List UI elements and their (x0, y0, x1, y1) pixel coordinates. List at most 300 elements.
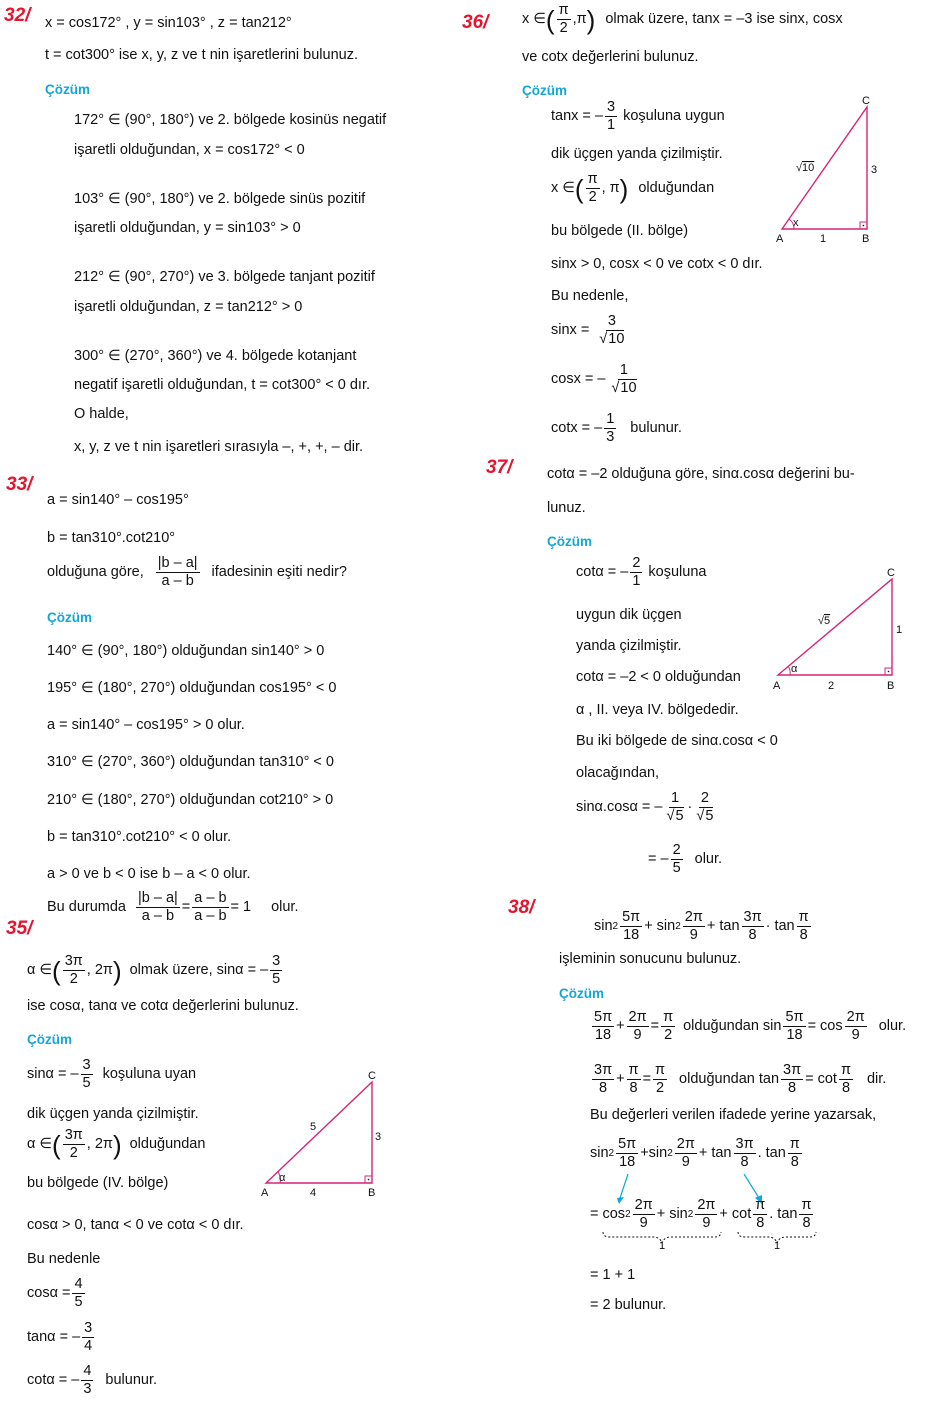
frac-num: |b – a| (136, 891, 180, 908)
text: · tan (765, 918, 795, 935)
frac-den: 18 (619, 1154, 636, 1171)
text: olur. (271, 899, 299, 916)
hyp-radicand: 5 (824, 615, 831, 627)
p36-solution-line: sinx > 0, cosx < 0 ve cotx < 0 dır. (551, 256, 763, 272)
p32-solution-line: 300° ∈ (270°, 360°) ve 4. bölgede kotanjant (74, 348, 357, 364)
text: . tan (769, 1206, 798, 1223)
p33-solution-line: 195° ∈ (180°, 270°) olduğundan cos195° < 0 (47, 680, 337, 696)
frac-num: 3 (605, 100, 617, 117)
p37-question-line2: lunuz. (547, 500, 586, 516)
frac-den: 9 (633, 1027, 642, 1044)
frac-den: 5 (74, 1294, 83, 1311)
text: olur. (694, 851, 723, 868)
p37-solution-label: Çözüm (547, 534, 592, 549)
frac-den: 9 (851, 1027, 860, 1044)
p32-solution-line: 212° ∈ (90°, 270°) ve 3. bölgede tanjant pozitif (74, 269, 375, 285)
frac-num: π (797, 910, 811, 927)
frac-den: a – b (161, 573, 194, 590)
frac-num: 2π (633, 1198, 655, 1215)
frac-num: 1 (604, 412, 616, 429)
p36-solution-line: bu bölgede (II. bölge) (551, 223, 689, 239)
p37-solution-line: olacağından, (576, 765, 660, 781)
p38-solution-line1: $\frac{5\pi}{18}$ + $\frac{2\pi}{9}$ = $\frac{\pi}{2}$ olduğundan sin $\frac{5\pi}{18}$ = cos $\frac{2\pi}{9}$ olur. (594, 1009, 907, 1044)
p33-solution-final (47, 891, 299, 924)
fraction (597, 314, 626, 347)
radicand: 10 (608, 331, 625, 348)
fraction (753, 1198, 767, 1231)
text: bulunur. (630, 420, 682, 437)
frac-den: 8 (599, 1080, 608, 1097)
frac-den: 5 (272, 971, 281, 988)
fraction (63, 1128, 85, 1161)
fraction (605, 100, 617, 133)
frac-num: 3π (63, 954, 85, 971)
frac-den: a – b (194, 908, 227, 925)
frac-num: π (627, 1063, 641, 1080)
p38-solution-label: Çözüm (559, 986, 604, 1001)
text: olduğundan (638, 180, 715, 197)
frac-num: 3π (734, 1137, 756, 1154)
p36-solution-line: dik üçgen yanda çizilmiştir. (551, 146, 723, 162)
p37-solution-line: α , II. veya IV. bölgededir. (576, 702, 739, 718)
frac-num: 3π (63, 1128, 85, 1145)
p36-solution-line: Bu nedenle, (551, 288, 629, 304)
p33-solution-line: 210° ∈ (180°, 270°) olduğundan cot210° > 0 (47, 792, 334, 808)
p32-solution-line: 103° ∈ (90°, 180°) ve 2. bölgede sinüs pozitif (74, 191, 366, 207)
frac-den: 1 (607, 117, 616, 134)
p32-question-line2: t = cot300° ise x, y, z ve t nin işaretlerini bulunuz. (45, 47, 359, 63)
p33-solution-line: 310° ∈ (270°, 360°) olduğundan tan310° < 0 (47, 754, 334, 770)
problem-number-37: 37/ (486, 457, 513, 478)
hypotenuse-label: √10 (796, 162, 815, 174)
p38-solution-line6: = 1 + 1 (590, 1267, 636, 1283)
right-angle-dot (863, 225, 865, 227)
frac-num: 2π (675, 1137, 697, 1154)
hypotenuse-label: √5 (818, 615, 831, 627)
fraction (136, 891, 180, 924)
right-angle-dot (888, 671, 890, 673)
fraction (799, 1198, 813, 1231)
dot: · (687, 799, 693, 816)
frac-den: 5 (82, 1075, 91, 1092)
problem-number-33: 33/ (6, 474, 33, 495)
text: cotα = – (576, 564, 629, 581)
p33-q3-text: olduğuna göre, (47, 564, 144, 581)
p35-solution-line: Bu nedenle (27, 1251, 101, 1267)
fraction (630, 556, 642, 589)
text: cosx = – (551, 371, 606, 388)
fraction (81, 1058, 93, 1091)
p35-triangle-diagram (258, 1072, 388, 1202)
angle-label: x (793, 217, 799, 229)
p32-solution-line: işaretli olduğundan, y = sin103° > 0 (74, 220, 301, 236)
frac-num: 5π (592, 1010, 614, 1027)
fraction (734, 1137, 756, 1170)
text: + tan (706, 918, 740, 935)
fraction (675, 1137, 697, 1170)
p38-solution-line4 (590, 1137, 804, 1170)
text: , 2π (86, 1136, 113, 1153)
p35-solution-line (27, 1128, 205, 1161)
frac-den: 9 (689, 927, 698, 944)
vertex-b-label: B (862, 233, 870, 245)
p32-solution-line: x, y, z ve t nin işaretleri sırasıyla –, +, +, – dir. (74, 439, 364, 455)
frac-den: 9 (702, 1215, 711, 1232)
vertex-c-label: C (887, 567, 895, 579)
p38-underbraces (600, 1232, 825, 1246)
arrow-line-1 (620, 1174, 628, 1198)
radicand: 10 (620, 380, 637, 397)
hyp-radicand: 10 (802, 162, 815, 174)
text: . tan (757, 1145, 786, 1162)
text: = cos (807, 1018, 843, 1035)
p38-solution-line7: = 2 bulunur. (590, 1297, 667, 1313)
frac-num: 3 (82, 1321, 94, 1338)
frac-num: 1 (669, 791, 681, 808)
frac-den: 3 (606, 429, 615, 446)
p33-solution-line: b = tan310°.cot210° < 0 olur. (47, 829, 232, 845)
frac-den: a – b (141, 908, 175, 925)
text: , π (601, 180, 620, 197)
frac-num: 4 (72, 1277, 84, 1294)
radicand: 5 (675, 808, 684, 825)
frac-num: 2π (683, 910, 705, 927)
fraction (653, 1063, 667, 1096)
p38-solution-line2: $\frac{3\pi}{8}$ + $\frac{\pi}{8}$ = $\frac{\pi}{2}$ olduğundan tan $\frac{3\pi}{8}$ = cot $\frac{\pi}{8}$ dir. (594, 1062, 887, 1097)
fraction (633, 1198, 655, 1231)
p38-solution-line5 (590, 1198, 815, 1231)
p37-solution-line: cotα = –2 < 0 olduğundan (576, 669, 741, 685)
text: Bu durumda (47, 899, 126, 916)
p35-result-cos (27, 1277, 87, 1310)
text: sinα.cosα = – (576, 799, 663, 816)
problem-number-32: 32/ (4, 5, 31, 26)
paren-open: ( (574, 173, 584, 204)
fraction (671, 843, 683, 876)
frac-num: 3 (81, 1058, 93, 1075)
opposite-label: 3 (871, 164, 878, 176)
text: + sin (644, 918, 676, 935)
frac-num: 2π (695, 1198, 717, 1215)
frac-num: 3 (270, 954, 282, 971)
right-angle-dot (368, 1179, 370, 1181)
p32-solution-line: negatif işaretli olduğundan, t = cot300° < 0 dır. (74, 377, 371, 393)
text: + tan (698, 1145, 732, 1162)
fraction (557, 3, 571, 36)
paren-open: ( (52, 955, 61, 986)
text: tanα = – (27, 1329, 81, 1346)
frac-den: 9 (639, 1215, 648, 1232)
fraction (694, 791, 715, 824)
text: = cot (805, 1071, 837, 1088)
fraction (788, 1137, 802, 1170)
fraction (616, 1137, 638, 1170)
fraction (63, 954, 85, 987)
text: sinα = – (27, 1066, 79, 1083)
fraction (592, 1010, 614, 1043)
paren-open: ( (52, 1129, 61, 1160)
frac-num: π (799, 1198, 813, 1215)
frac-den: 2 (559, 20, 568, 37)
p33-question-line3 (47, 556, 347, 589)
exponent: 2 (612, 920, 619, 932)
fraction (839, 1063, 853, 1096)
equals: = (181, 899, 191, 916)
frac-den: 18 (623, 927, 640, 944)
p35-solution-line: bu bölgede (IV. bölge) (27, 1175, 169, 1191)
frac-num: π (753, 1198, 767, 1215)
frac-num: 3π (592, 1063, 614, 1080)
radicand: 5 (705, 808, 714, 825)
p38-solution-line3: Bu değerleri verilen ifadede yerine yazarsak, (590, 1107, 877, 1123)
frac-den: √5 (696, 808, 714, 825)
p35-solution-line: cosα > 0, tanα < 0 ve cotα < 0 dır. (27, 1217, 244, 1233)
frac-num: 2 (699, 791, 711, 808)
fraction (695, 1198, 717, 1231)
frac-den: 8 (841, 1080, 851, 1097)
text: koşuluna (648, 564, 707, 581)
frac-num: π (839, 1063, 853, 1080)
frac-den: 8 (799, 927, 808, 944)
frac-den: √10 (599, 331, 625, 348)
p37-solution-line: Bu iki bölgede de sinα.cosα < 0 (576, 733, 778, 749)
vertex-c-label: C (368, 1070, 376, 1082)
frac-den: 8 (748, 927, 757, 944)
text: olmak üzere, sinα = – (129, 962, 269, 979)
frac-num: π (788, 1137, 802, 1154)
triangle-shape (266, 1082, 372, 1183)
text: cotx = – (551, 420, 603, 437)
fraction (586, 172, 600, 205)
frac-den: 9 (681, 1154, 690, 1171)
p38-question-line2: işleminin sonucunu bulunuz. (559, 951, 742, 967)
p33-solution-line: a = sin140° – cos195° > 0 olur. (47, 717, 245, 733)
triangle-shape (778, 579, 892, 675)
frac-num: |b – a| (156, 556, 200, 573)
text: sinx = (551, 322, 590, 339)
fraction (270, 954, 282, 987)
angle-label: α (791, 663, 798, 675)
paren-close: ) (586, 4, 596, 35)
frac-num: 3π (781, 1063, 803, 1080)
text: α ∈ (27, 962, 53, 979)
p38-question-expression (594, 910, 813, 943)
frac-num: 1 (618, 363, 630, 380)
arrow-line-2 (744, 1174, 759, 1198)
vertex-b-label: B (887, 680, 895, 692)
p37-triangle-diagram (770, 565, 910, 695)
frac-num: 5π (620, 910, 642, 927)
p35-solution-line (27, 1058, 196, 1091)
fraction (620, 910, 642, 943)
vertex-a-label: A (776, 233, 784, 245)
text: olduğundan tan (679, 1071, 780, 1088)
text: x ∈ (551, 180, 575, 197)
frac-den: 18 (786, 1027, 803, 1044)
frac-num: π (557, 3, 571, 20)
p35-result-cot (27, 1364, 157, 1397)
text: olduğundan (129, 1136, 206, 1153)
frac-num: π (653, 1063, 667, 1080)
p36-question-line2: ve cotx değerlerini bulunuz. (522, 49, 699, 65)
fraction (592, 1063, 614, 1096)
p35-solution-label: Çözüm (27, 1032, 72, 1047)
text: dir. (866, 1071, 887, 1088)
exponent: 2 (687, 1208, 694, 1220)
text: koşuluna uyan (102, 1066, 197, 1083)
problem-number-35: 35/ (6, 918, 33, 939)
p36-solution-label: Çözüm (522, 83, 567, 98)
result: = 1 (230, 899, 252, 916)
p33-solution-label: Çözüm (47, 610, 92, 625)
opposite-label: 1 (896, 624, 903, 636)
p33-solution-line: 140° ∈ (90°, 180°) olduğundan sin140° > 0 (47, 643, 325, 659)
p36-result-sin (551, 314, 628, 347)
exponent: 2 (675, 920, 681, 932)
p37-solution-line (576, 556, 706, 589)
exponent: 2 (667, 1147, 673, 1159)
text: α ∈ (27, 1136, 53, 1153)
problem-number-38: 38/ (508, 897, 535, 918)
adjacent-label: 4 (310, 1187, 317, 1199)
fraction (609, 363, 638, 396)
text: sin (590, 1145, 609, 1162)
p35-question-line2: ise cosα, tanα ve cotα değerlerini bulunuz. (27, 998, 299, 1014)
frac-den: √5 (666, 808, 684, 825)
frac-den: 2 (588, 189, 597, 206)
p32-solution-line: 172° ∈ (90°, 180°) ve 2. bölgede kosinüs negatif (74, 112, 387, 128)
p38-brace-value-2: 1 (774, 1240, 781, 1252)
p37-solution-result (648, 843, 722, 876)
text: cosα = (27, 1285, 71, 1302)
p38-brace-value-1: 1 (659, 1240, 666, 1252)
frac-den: 2 (656, 1080, 665, 1097)
text: +sin (640, 1145, 668, 1162)
frac-den: 8 (756, 1215, 765, 1232)
p36-triangle-diagram (774, 95, 894, 245)
p32-solution-line: işaretli olduğundan, z = tan212° > 0 (74, 299, 303, 315)
frac-num: 2π (627, 1010, 649, 1027)
frac-den: 8 (802, 1215, 811, 1232)
frac-num: 3π (742, 910, 764, 927)
p36-result-cos (551, 363, 641, 396)
text: koşuluna uygun (623, 108, 725, 125)
frac-den: √10 (611, 380, 637, 397)
p35-question-line1 (27, 954, 284, 987)
text: + sin (656, 1206, 688, 1223)
frac-den: 8 (629, 1080, 638, 1097)
paren-open: ( (545, 4, 555, 35)
fraction (661, 1010, 675, 1043)
frac-den: 2 (664, 1027, 673, 1044)
p32-question-line1: x = cos172° , y = sin103° , z = tan212° (45, 15, 292, 31)
p36-question-line1 (522, 3, 843, 36)
fraction (845, 1010, 867, 1043)
frac-num: π (661, 1010, 675, 1027)
p35-solution-line: dik üçgen yanda çizilmiştir. (27, 1106, 199, 1122)
frac-num: 5π (616, 1137, 638, 1154)
frac-num: 2π (845, 1010, 867, 1027)
text: cotα = – (27, 1372, 80, 1389)
paren-close: ) (112, 1129, 122, 1160)
frac-den: 8 (740, 1154, 749, 1171)
vertex-c-label: C (862, 95, 870, 107)
p33-solution-line: a > 0 ve b < 0 ise b – a < 0 olur. (47, 866, 251, 882)
frac-den: 8 (788, 1080, 797, 1097)
text: sin (594, 918, 613, 935)
text: olmak üzere, tanx = –3 ise sinx, cosx (605, 11, 843, 28)
p32-solution-line: O halde, (74, 406, 129, 422)
opposite-label: 3 (375, 1131, 382, 1143)
frac-num: 2 (671, 843, 683, 860)
frac-num: 4 (81, 1364, 93, 1381)
fraction (797, 910, 811, 943)
text: + cot (719, 1206, 752, 1223)
p37-solution-line: yanda çizilmiştir. (576, 638, 682, 654)
frac-den: 1 (632, 573, 641, 590)
adjacent-label: 2 (828, 680, 835, 692)
triangle-shape (782, 107, 867, 229)
fraction (683, 910, 705, 943)
p36-result-cot (551, 412, 682, 445)
p35-result-tan (27, 1321, 96, 1354)
exponent: 2 (608, 1147, 615, 1159)
frac-den: 18 (594, 1027, 612, 1044)
p37-question-line1: cotα = –2 olduğuna göre, sinα.cosα değerini bu- (547, 466, 855, 482)
angle-label: α (279, 1172, 286, 1184)
frac-den: 4 (84, 1338, 93, 1355)
frac-den: 2 (69, 1145, 78, 1162)
frac-den: 3 (83, 1381, 92, 1398)
p33-question-line2: b = tan310°.cot210° (47, 530, 176, 546)
p37-solution-line: uygun dik üçgen (576, 607, 682, 623)
hypotenuse-label: 5 (310, 1121, 317, 1133)
angle-arc (788, 666, 790, 675)
fraction (81, 1364, 93, 1397)
text: olur. (878, 1018, 907, 1035)
frac-den: 5 (672, 860, 681, 877)
exponent: 2 (625, 1208, 631, 1220)
text: = – (648, 851, 669, 868)
vertex-a-label: A (773, 680, 781, 692)
frac-den: 2 (69, 971, 78, 988)
problem-number-36: 36/ (462, 12, 489, 33)
p32-solution-label: Çözüm (45, 82, 90, 97)
frac-num: π (586, 172, 600, 189)
frac-num: a – b (192, 891, 228, 908)
fraction (664, 791, 685, 824)
fraction (192, 891, 228, 924)
fraction (72, 1277, 84, 1310)
text: tanx = – (551, 108, 603, 125)
text: x ∈ (522, 11, 546, 28)
frac-num: 5π (783, 1010, 805, 1027)
fraction (604, 412, 616, 445)
p37-solution-product (576, 791, 717, 824)
text: , 2π (86, 962, 113, 979)
frac-den: 8 (790, 1154, 799, 1171)
vertex-b-label: B (368, 1187, 376, 1199)
fraction (742, 910, 764, 943)
p33-question-line1: a = sin140° – cos195° (47, 492, 189, 508)
p33-q3-fraction (156, 556, 200, 589)
text: bulunur. (105, 1372, 158, 1389)
p32-solution-line: işaretli olduğundan, x = cos172° < 0 (74, 142, 305, 158)
adjacent-label: 1 (820, 233, 827, 245)
text: olduğundan sin (683, 1018, 782, 1035)
fraction (627, 1010, 649, 1043)
frac-num: 2 (630, 556, 642, 573)
